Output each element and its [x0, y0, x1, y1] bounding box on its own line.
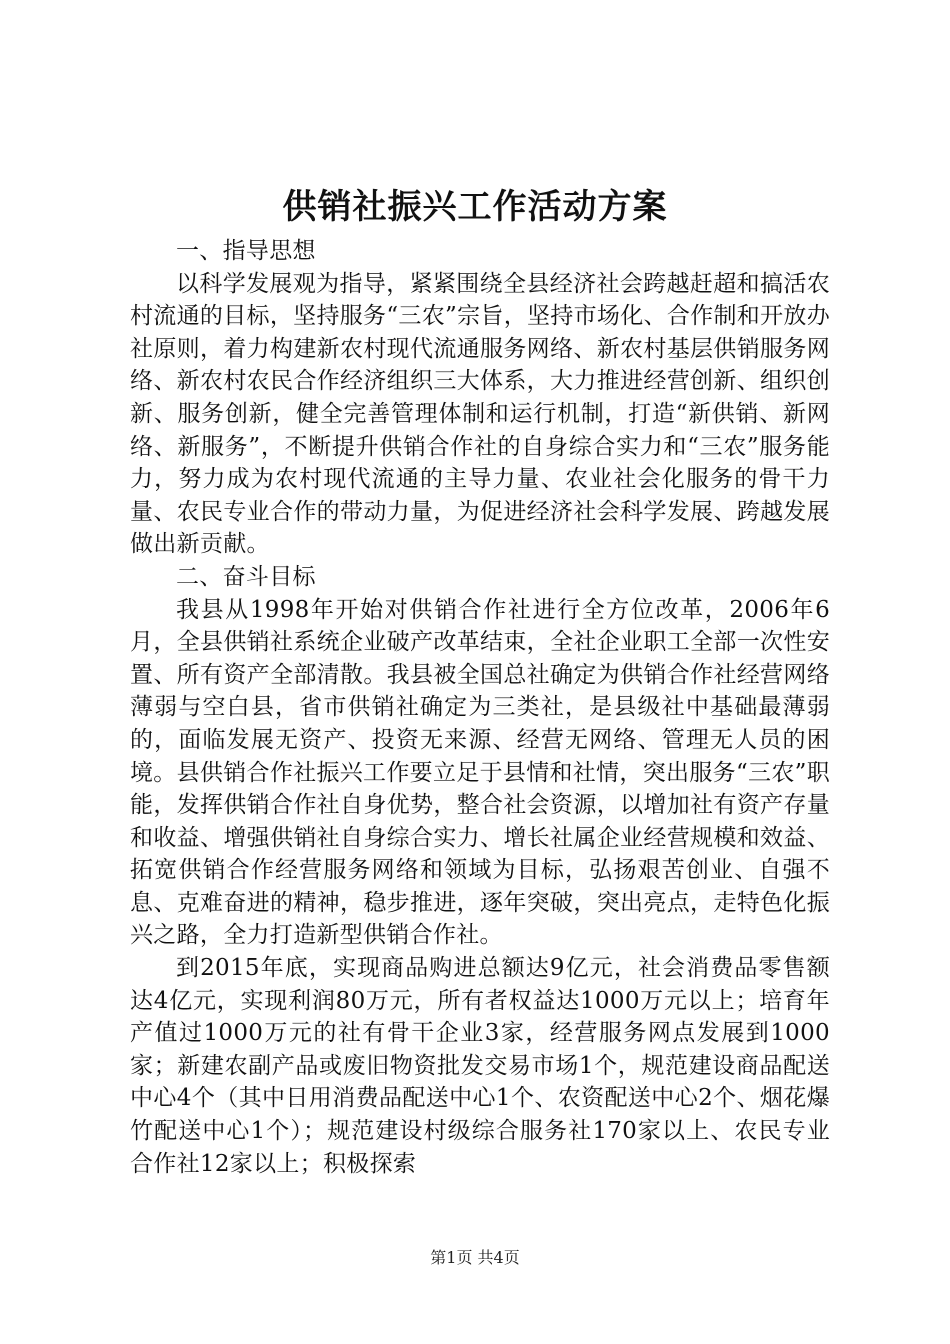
- document-title: 供销社振兴工作活动方案: [282, 187, 668, 227]
- paragraph-guiding-ideology: 以科学发展观为指导，紧紧围绕全县经济社会跨越赶超和搞活农村流通的目标，坚持服务“三农”宗旨，坚持市场化、合作制和开放办社原则，着力构建新农村现代流通服务网络、新农村基层供销服务网络、新农村农民合作经济组织三大体系，大力推进经营创新、组织创新、服务创新，健全完善管理体制和运行机制，打造“新供销、新网络、新服务”，不断提升供销合作社的自身综合实力和“三农”服务能力，努力成为农村现代流通的主导力量、农业社会化服务的骨干力量、农民专业合作的带动力量，为促进经济社会科学发展、跨越发展做出新贡献。: [130, 270, 830, 558]
- section-heading-guiding-ideology: 一、指导思想: [176, 238, 316, 264]
- page-footer: 第1页 共4页: [430, 1248, 520, 1267]
- document-body: [130, 235, 830, 1180]
- paragraph-goals-background: 我县从1998年开始对供销合作社进行全方位改革，2006年6月，全县供销社系统企业破产改革结束，全社企业职工全部一次性安置、所有资产全部清散。我县被全国总社确定为供销合作社经营网络薄弱与空白县，省市供销社确定为三类社，是县级社中基础最薄弱的，面临发展无资产、投资无来源、经营无网络、管理无人员的困境。县供销合作社振兴工作要立足于县情和社情，突出服务“三农”职能，发挥供销合作社自身优势，整合社会资源，以增加社有资产存量和收益、增强供销社自身综合实力、增长社属企业经营规模和效益、拓宽供销合作经营服务网络和领域为目标，弘扬艰苦创业、自强不息、克难奋进的精神，稳步推进，逐年突破，突出亮点，走特色化振兴之路，全力打造新型供销合作社。: [130, 596, 830, 949]
- section-heading-goals: 二、奋斗目标: [176, 563, 316, 590]
- paragraph-goals-targets: 到2015年底，实现商品购进总额达9亿元，社会消费品零售额达4亿元，实现利润80万元，所有者权益达1000万元以上；培育年产值过1000万元的社有骨干企业3家，经营服务网点发展到1000家；新建农副产品或废旧物资批发交易市场1个，规范建设商品配送中心4个（其中日用消费品配送中心1个、农资配送中心2个、烟花爆竹配送中心1个）；规范建设村级综合服务社170家以上、农民专业合作社12家以上；积极探索: [130, 955, 830, 1177]
